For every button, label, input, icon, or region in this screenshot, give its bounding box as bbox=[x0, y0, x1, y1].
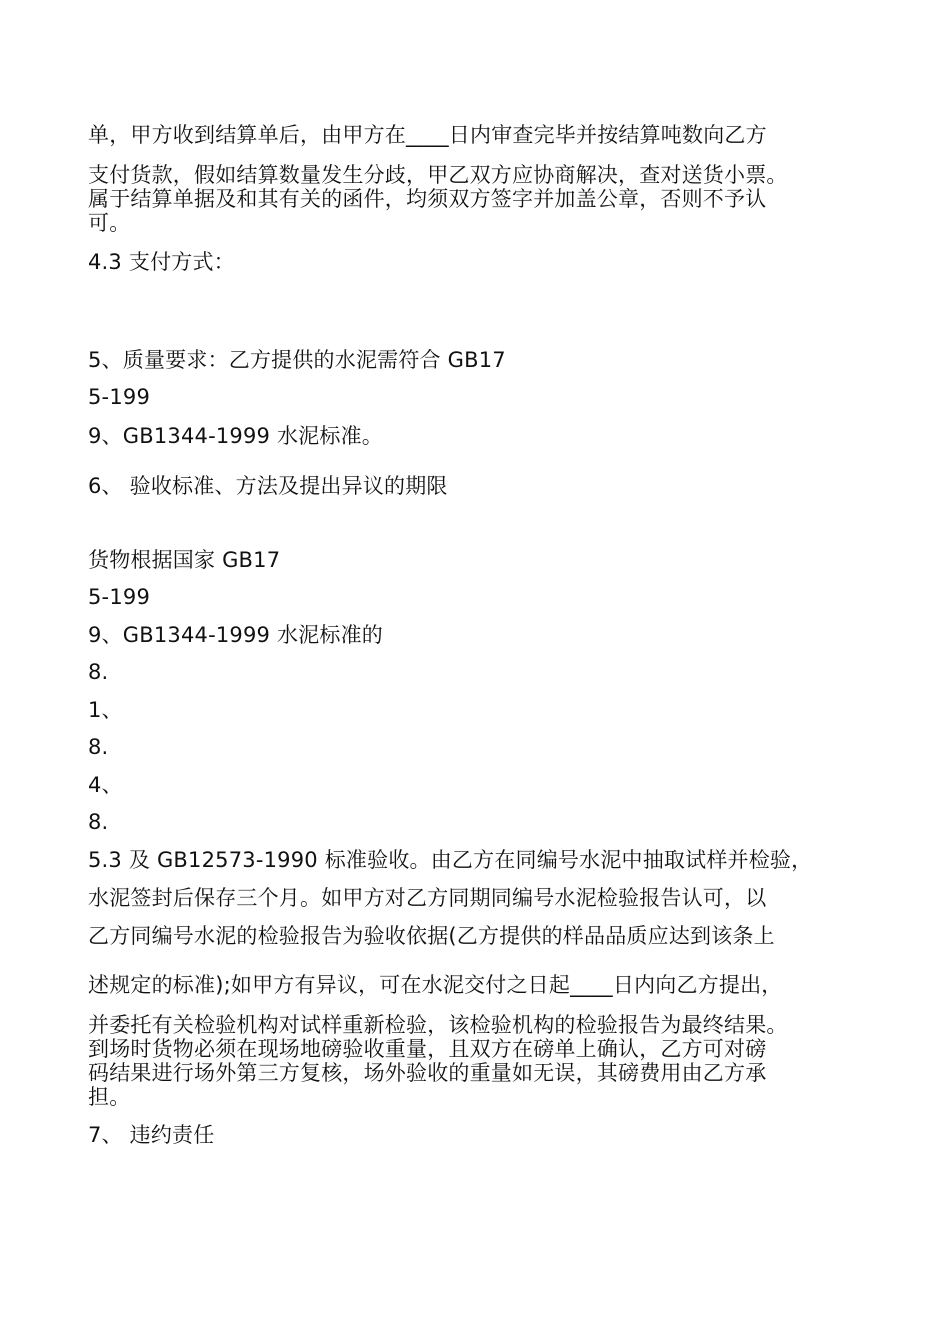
text-line: 5-199 bbox=[88, 385, 151, 409]
text-line: 9、GB1344-1999 水泥标准的 bbox=[88, 623, 383, 647]
text-line: 8. bbox=[88, 735, 109, 759]
text-line: 支付货款，假如结算数量发生分歧，甲乙双方应协商解决，查对送货小票。 bbox=[88, 163, 788, 187]
section-heading: 7、 违约责任 bbox=[88, 1123, 215, 1147]
text-line: 担。 bbox=[88, 1085, 131, 1109]
text-line: 4、 bbox=[88, 773, 123, 797]
text-line: 1、 bbox=[88, 698, 123, 722]
text-line: 4.3 支付方式： bbox=[88, 250, 235, 274]
section-heading: 5、质量要求：乙方提供的水泥需符合 GB17 bbox=[88, 348, 506, 372]
text-line: 5-199 bbox=[88, 585, 151, 609]
text-line: 述规定的标准);如甲方有异议，可在水泥交付之日起____日内向乙方提出， bbox=[88, 973, 783, 997]
text-line: 到场时货物必须在现场地磅验收重量，且双方在磅单上确认，乙方可对磅 bbox=[88, 1037, 767, 1061]
text-line: 并委托有关检验机构对试样重新检验，该检验机构的检验报告为最终结果。 bbox=[88, 1013, 788, 1037]
text-line: 8. bbox=[88, 810, 109, 834]
text-line: 水泥签封后保存三个月。如甲方对乙方同期同编号水泥检验报告认可，以 bbox=[88, 886, 767, 910]
text-line: 单，甲方收到结算单后，由甲方在____日内审查完毕并按结算吨数向乙方 bbox=[88, 123, 767, 147]
text-line: 可。 bbox=[88, 211, 131, 235]
text-line: 9、GB1344-1999 水泥标准。 bbox=[88, 424, 383, 448]
text-line: 乙方同编号水泥的检验报告为验收依据(乙方提供的样品品质应达到该条上 bbox=[88, 924, 775, 948]
text-line: 码结果进行场外第三方复核，场外验收的重量如无误，其磅费用由乙方承 bbox=[88, 1061, 767, 1085]
text-line: 货物根据国家 GB17 bbox=[88, 548, 281, 572]
text-line: 5.3 及 GB12573-1990 标准验收。由乙方在同编号水泥中抽取试样并检验， bbox=[88, 848, 813, 872]
section-heading: 6、 验收标准、方法及提出异议的期限 bbox=[88, 474, 448, 498]
text-line: 属于结算单据及和其有关的函件，均须双方签字并加盖公章，否则不予认 bbox=[88, 187, 767, 211]
text-line: 8. bbox=[88, 660, 109, 684]
